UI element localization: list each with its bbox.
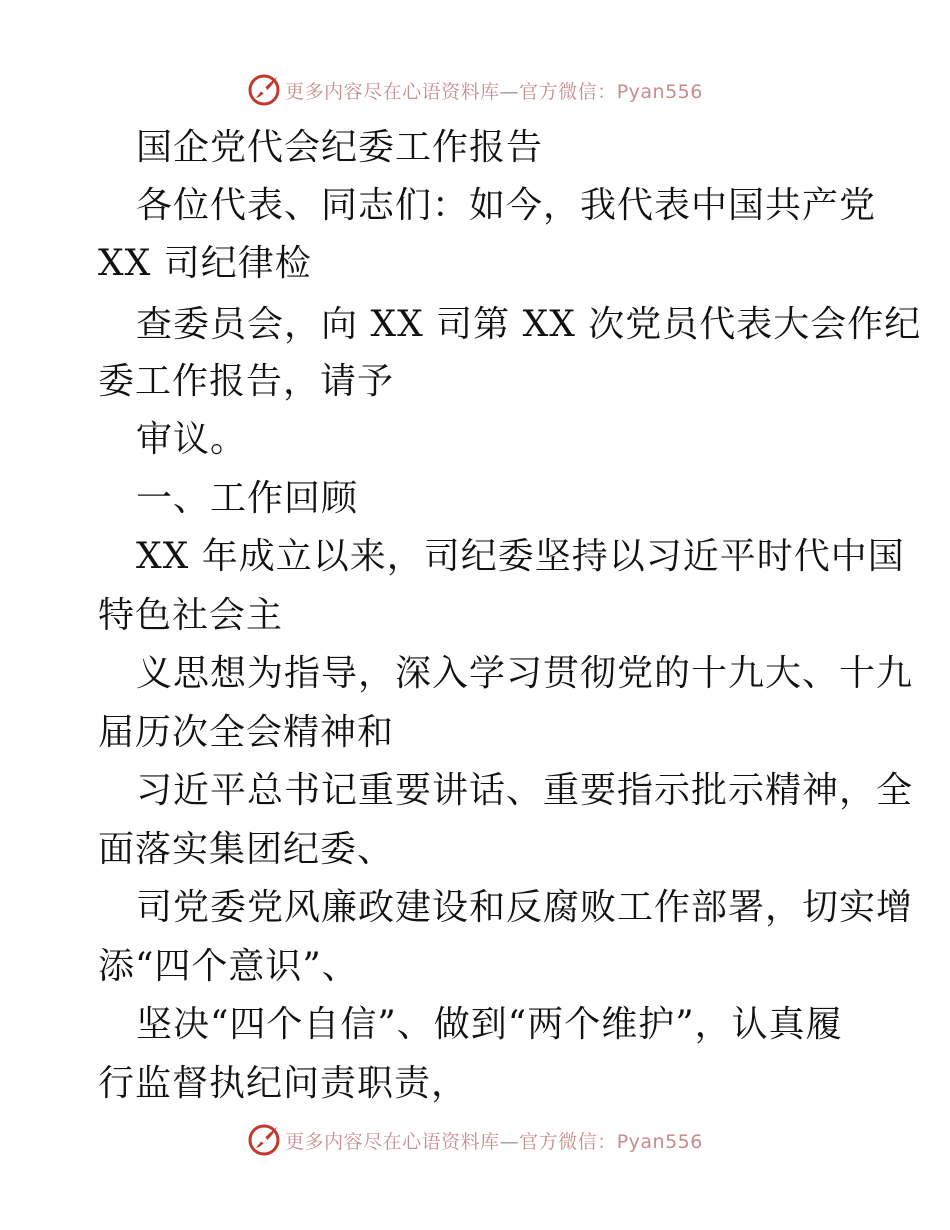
watermark-id: Pyan556 [616, 80, 703, 103]
paragraph-line: 行监督执纪问责职责， [98, 1063, 469, 1104]
watermark-dash: — [499, 80, 520, 103]
watermark-footer [0, 1120, 950, 1160]
paragraph-line: 各位代表、同志们：如今，我代表中国共产党 [136, 185, 877, 226]
paragraph-line: 特色社会主 [98, 595, 284, 636]
paragraph-line: 司党委党风廉政建设和反腐败工作部署，切实增 [136, 887, 914, 928]
paragraph-line: 面落实集团纪委、 [98, 829, 395, 870]
paragraph-line: 坚决“四个自信”、做到“两个维护”，认真履 [136, 1004, 843, 1045]
paragraph-line: XX 司纪律检 [98, 243, 312, 284]
paragraph-line: 添“四个意识”、 [98, 946, 359, 987]
watermark-id: Pyan556 [616, 1130, 703, 1153]
quill-logo-icon [247, 1123, 281, 1157]
document-title: 国企党代会纪委工作报告 [136, 127, 544, 168]
section-heading: 一、工作回顾 [136, 478, 359, 519]
watermark-suffix: 官方微信： [519, 1130, 617, 1153]
watermark-text [285, 1127, 703, 1154]
watermark-brand: 更多内容尽在心语资料库 [285, 80, 500, 103]
paragraph-line: 义思想为指导，深入学习贯彻党的十九大、十九 [136, 653, 914, 694]
watermark-suffix: 官方微信： [519, 80, 617, 103]
paragraph-line: 习近平总书记重要讲话、重要指示批示精神，全 [136, 770, 914, 811]
paragraph-line: 委工作报告，请予 [98, 361, 395, 402]
watermark-dash: — [499, 1130, 520, 1153]
paragraph-line: 届历次全会精神和 [98, 712, 395, 753]
paragraph-line: 查委员会，向 XX 司第 XX 次党员代表大会作纪 [136, 304, 922, 345]
watermark-brand: 更多内容尽在心语资料库 [285, 1130, 500, 1153]
paragraph-line: 审议。 [136, 419, 248, 460]
paragraph-line: XX 年成立以来，司纪委坚持以习近平时代中国 [136, 536, 905, 577]
